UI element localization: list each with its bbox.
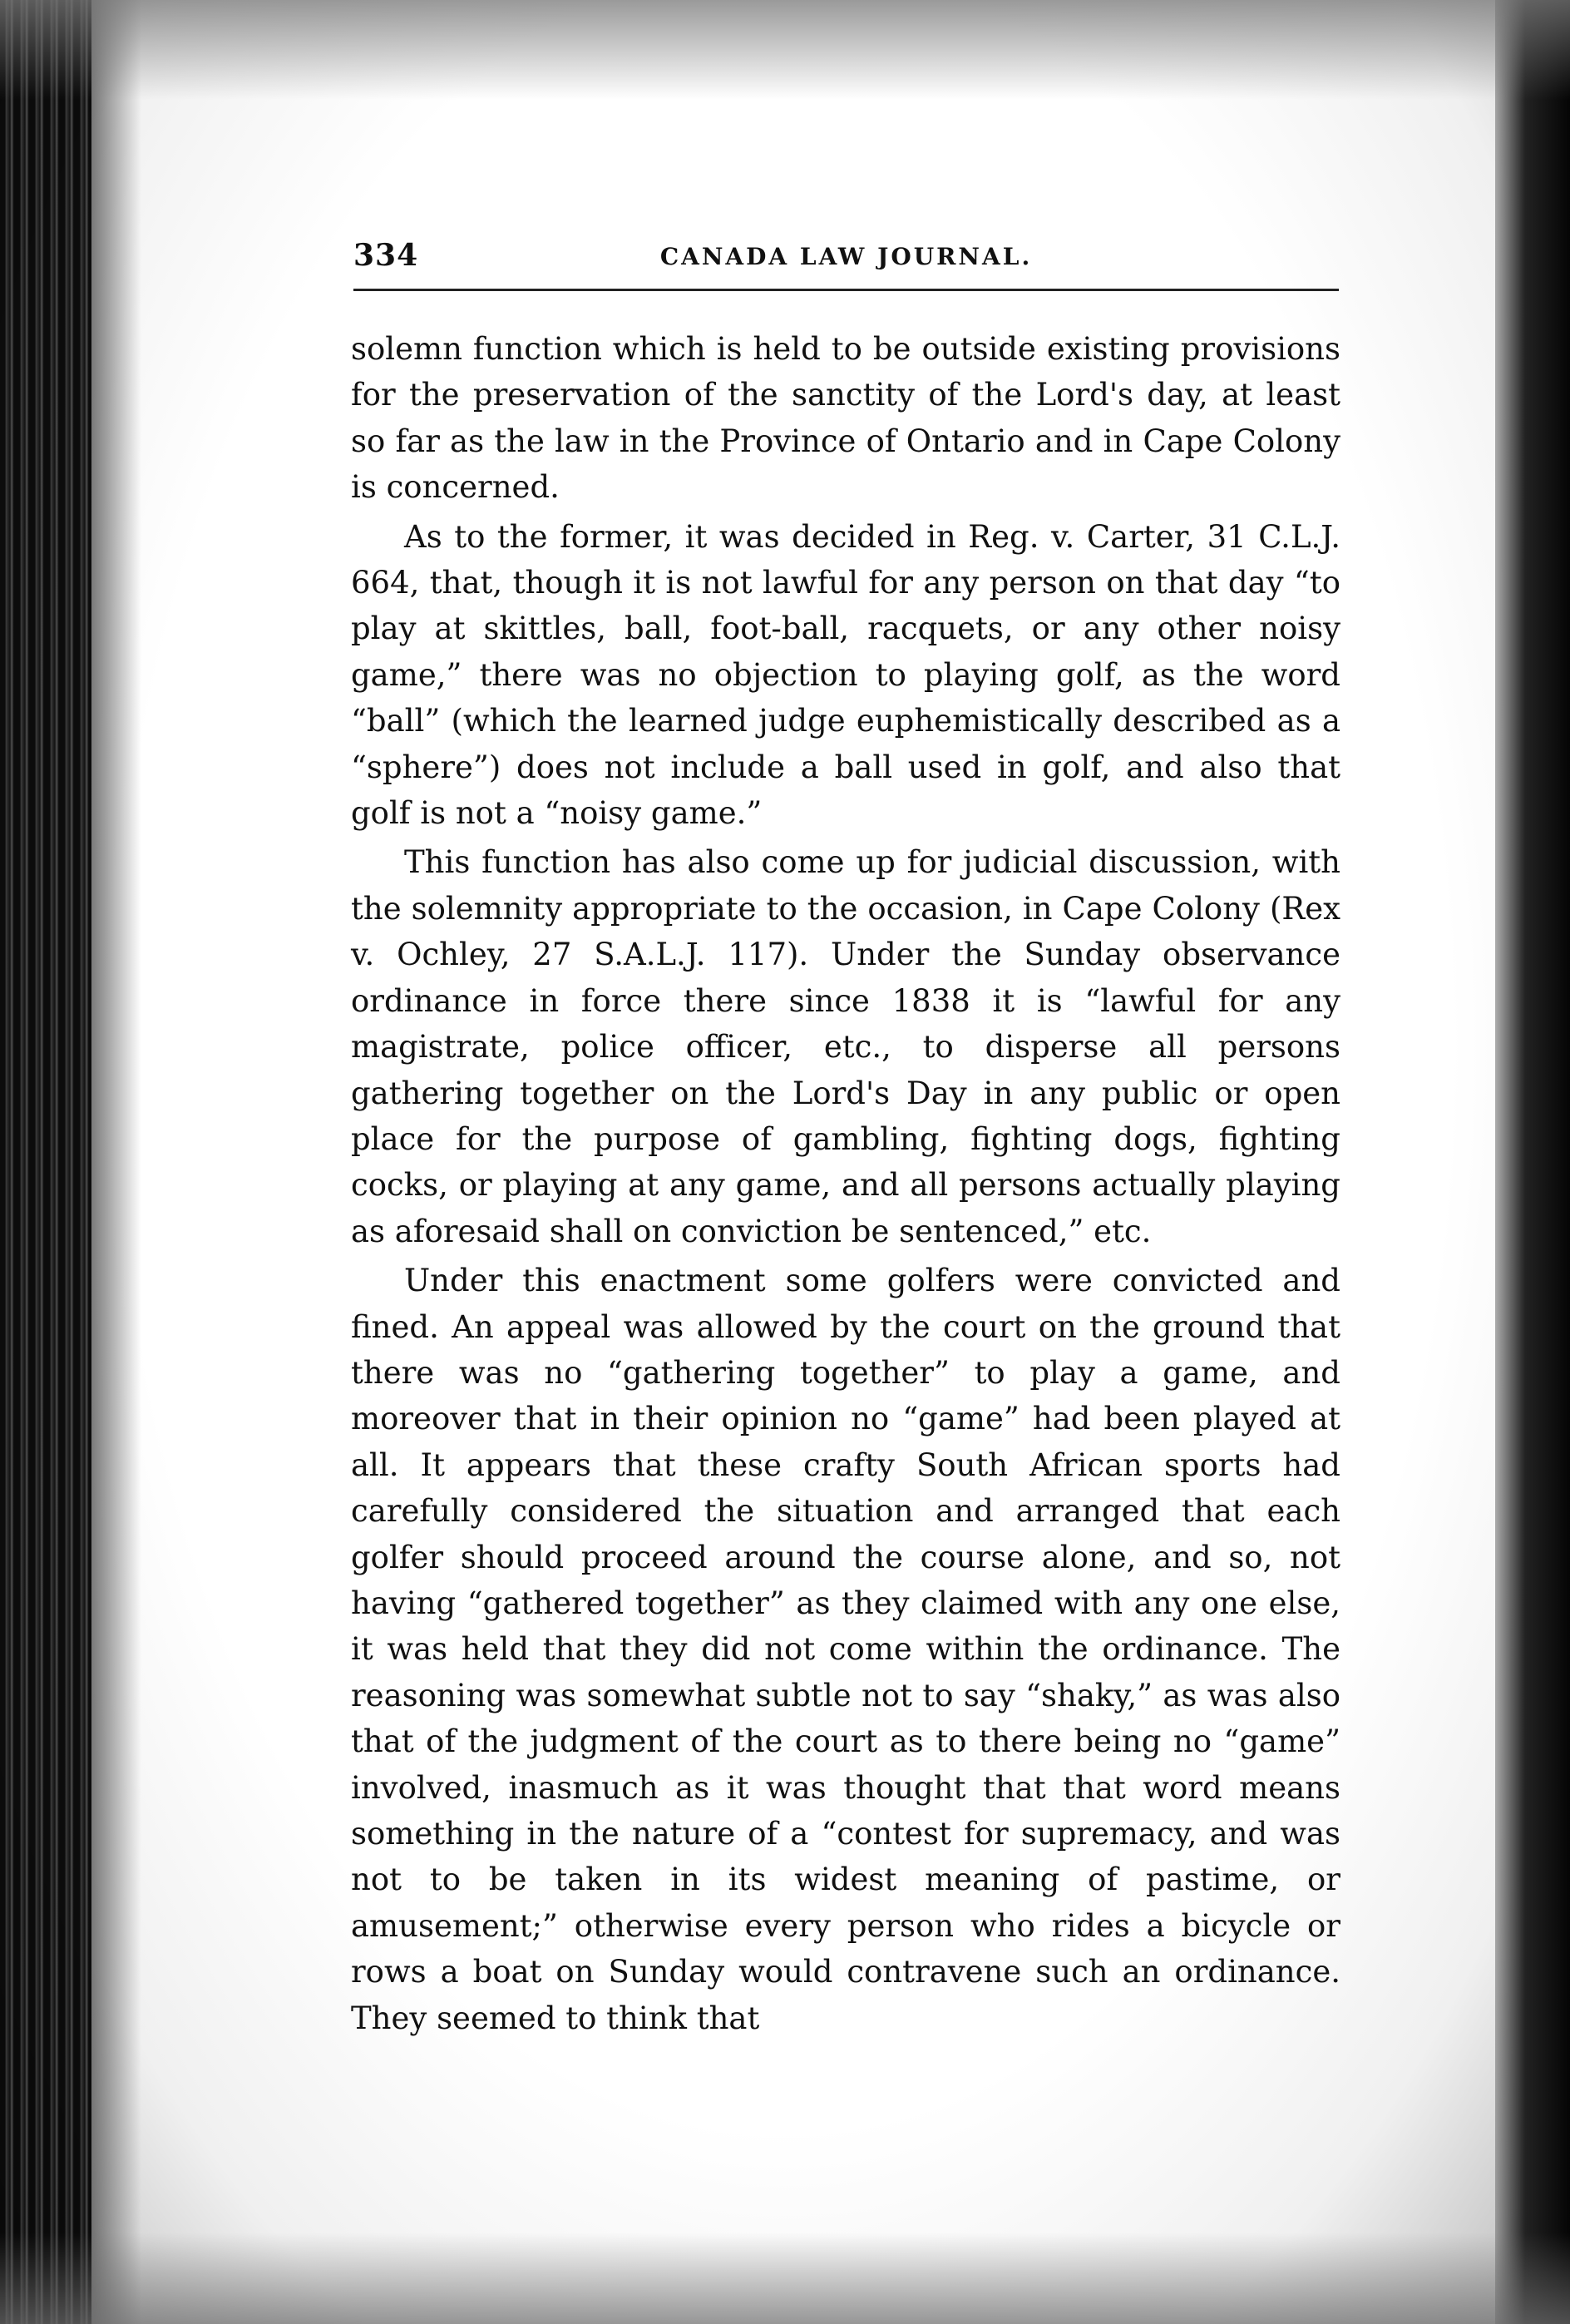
scan-edge-left <box>0 0 91 2324</box>
paragraph-2: As to the former, it was decided in Reg. v. Carter, 31 C.L.J. 664, that, though it is not lawful for any person on that day “to play at skittles, ball, foot-ball, racquets, or any other noisy game,” there was no objection to playing golf, as the word “ball” (which the learned judge euphemistically described as a “sphere”) does not include a ball used in golf, and also that golf is not a “noisy game.” <box>351 518 1340 832</box>
header-rule <box>353 289 1339 291</box>
scan-edge-left-shadow <box>91 0 141 2324</box>
page-header <box>353 238 1339 288</box>
running-head: CANADA LAW JOURNAL. <box>659 243 1033 270</box>
paragraph-3: This function has also come up for judicial discussion, with the solemnity appropriate to the occasion, in Cape Colony (Rex v. Ochley, 27 S.A.L.J. 117). Under the Sunday observance ordinance in force there since 1838 it is “lawful for any magistrate, police officer, etc., to disperse all persons gathering together on the Lord's Day in any public or open place for the purpose of gambling, fighting dogs, fighting cocks, or playing at any game, and all persons actually playing as aforesaid shall on conviction be sentenced,” etc. <box>351 844 1340 1249</box>
scan-edge-top <box>0 0 1570 100</box>
page-number: 334 <box>353 238 419 273</box>
scan-edge-right <box>1495 0 1570 2324</box>
paragraph-4: Under this enactment some golfers were convicted and fined. An appeal was allowed by the court on the ground that there was no “gathering together” to play a game, and moreover that in their opinion no “game” had been played at all. It appears that these crafty South African sports had carefully considered the situation and arranged that each golfer should proceed around the course alone, and so, not having “gathered together” as they claimed with any one else, it was held that they did not come within the ordinance. The reasoning was somewhat subtle not to say “shaky,” as was also that of the judgment of the court as to there being no “game” involved, inasmuch as it was thought that that word means something in the nature of a “contest for supremacy, and was not to be taken in its widest meaning of pastime, or amusement;” otherwise every person who rides a bicycle or rows a boat on Sunday would contravene such an ordinance. They seemed to think that <box>351 1263 1340 2036</box>
scan-edge-bottom <box>0 2233 1570 2324</box>
body-text <box>351 326 1340 2045</box>
paragraph-1: solemn function which is held to be outside existing provisions for the preservation of the sanctity of the Lord's day, at least so far as the law in the Province of Ontario and in Cape Colony is concerned. <box>351 331 1340 506</box>
